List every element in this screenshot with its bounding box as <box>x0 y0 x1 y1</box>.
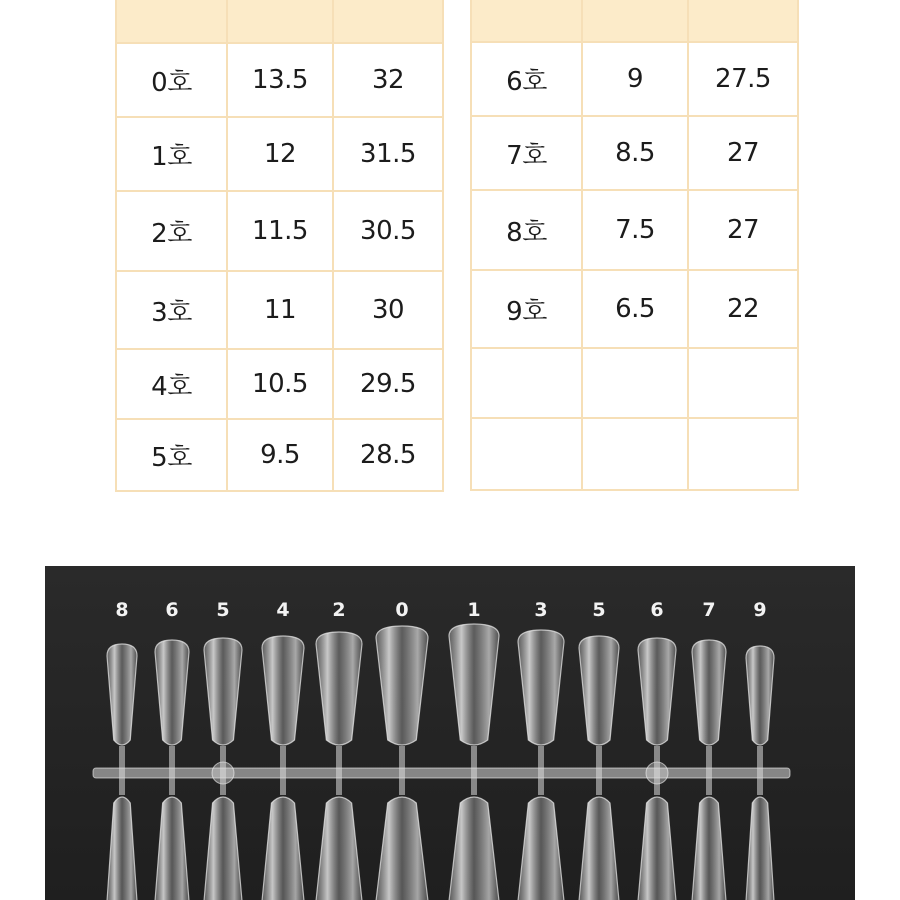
tip-stem <box>596 746 602 773</box>
width-cell <box>582 348 688 418</box>
table-row <box>471 348 798 418</box>
length-cell: 31.5 <box>333 117 443 191</box>
length-cell: 27.5 <box>688 42 798 116</box>
table-row <box>471 418 798 490</box>
size-cell: 8호 <box>471 190 582 270</box>
tip-number-label: 6 <box>650 599 664 621</box>
length-cell: 32 <box>333 43 443 117</box>
tip-number-label: 9 <box>753 599 767 621</box>
tip-number-label: 5 <box>592 599 606 621</box>
table-row <box>471 116 798 190</box>
size-cell: 0호 <box>116 43 227 117</box>
header-cell-length <box>333 0 443 43</box>
tip-stem <box>169 773 175 795</box>
width-cell: 13.5 <box>227 43 333 117</box>
tip-stem <box>654 746 660 773</box>
tip-stem <box>119 746 125 773</box>
tip-number-label: 5 <box>216 599 230 621</box>
table-header-row <box>116 0 443 43</box>
tip-stem <box>119 773 125 795</box>
size-cell: 6호 <box>471 42 582 116</box>
width-cell: 11 <box>227 271 333 349</box>
tip-number-label: 0 <box>395 599 409 621</box>
tip-number-label: 2 <box>332 599 346 621</box>
size-cell: 9호 <box>471 270 582 348</box>
width-cell: 12 <box>227 117 333 191</box>
tip-stem <box>596 773 602 795</box>
tip-stem <box>399 746 405 773</box>
size-table-right <box>470 0 799 491</box>
table-header-row <box>471 0 798 42</box>
width-cell <box>582 418 688 490</box>
nail-tips-illustration <box>45 566 855 900</box>
width-cell: 6.5 <box>582 270 688 348</box>
size-cell: 2호 <box>116 191 227 271</box>
tip-stem <box>336 773 342 795</box>
width-cell: 8.5 <box>582 116 688 190</box>
tip-stem <box>280 746 286 773</box>
size-cell: 3호 <box>116 271 227 349</box>
length-cell <box>688 348 798 418</box>
tip-number-label: 3 <box>534 599 548 621</box>
table-row <box>471 42 798 116</box>
header-cell-width <box>227 0 333 43</box>
tip-stem <box>757 746 763 773</box>
tip-number-label: 8 <box>115 599 129 621</box>
tip-stem <box>757 773 763 795</box>
length-cell: 22 <box>688 270 798 348</box>
tip-number-label: 1 <box>467 599 481 621</box>
length-cell <box>688 418 798 490</box>
table-row <box>116 349 443 419</box>
tip-number-label: 6 <box>165 599 179 621</box>
size-cell <box>471 348 582 418</box>
tip-stem <box>169 746 175 773</box>
width-cell: 11.5 <box>227 191 333 271</box>
tip-stem <box>399 773 405 795</box>
tip-stem <box>538 746 544 773</box>
tip-stem <box>706 773 712 795</box>
tip-stem <box>336 746 342 773</box>
tip-stem <box>538 773 544 795</box>
table-row <box>471 190 798 270</box>
size-table-left <box>115 0 444 492</box>
header-cell-width <box>582 0 688 42</box>
tip-stem <box>654 773 660 795</box>
header-cell-size <box>471 0 582 42</box>
nail-tips-photo <box>45 566 855 900</box>
table-row <box>116 271 443 349</box>
length-cell: 29.5 <box>333 349 443 419</box>
length-cell: 27 <box>688 190 798 270</box>
tip-stem <box>706 746 712 773</box>
header-cell-length <box>688 0 798 42</box>
width-cell: 7.5 <box>582 190 688 270</box>
size-cell <box>471 418 582 490</box>
length-cell: 30 <box>333 271 443 349</box>
table-row <box>116 43 443 117</box>
size-cell: 1호 <box>116 117 227 191</box>
size-cell: 4호 <box>116 349 227 419</box>
tip-stem <box>220 773 226 795</box>
width-cell: 9.5 <box>227 419 333 491</box>
width-cell: 9 <box>582 42 688 116</box>
table-row <box>471 270 798 348</box>
length-cell: 27 <box>688 116 798 190</box>
size-cell: 5호 <box>116 419 227 491</box>
width-cell: 10.5 <box>227 349 333 419</box>
size-cell: 7호 <box>471 116 582 190</box>
tip-stem <box>280 773 286 795</box>
length-cell: 30.5 <box>333 191 443 271</box>
tip-number-label: 4 <box>276 599 290 621</box>
table-row <box>116 117 443 191</box>
tip-number-label: 7 <box>702 599 716 621</box>
table-row <box>116 191 443 271</box>
tip-stem <box>471 773 477 795</box>
table-row <box>116 419 443 491</box>
tip-stem <box>220 746 226 773</box>
length-cell: 28.5 <box>333 419 443 491</box>
header-cell-size <box>116 0 227 43</box>
tip-stem <box>471 746 477 773</box>
